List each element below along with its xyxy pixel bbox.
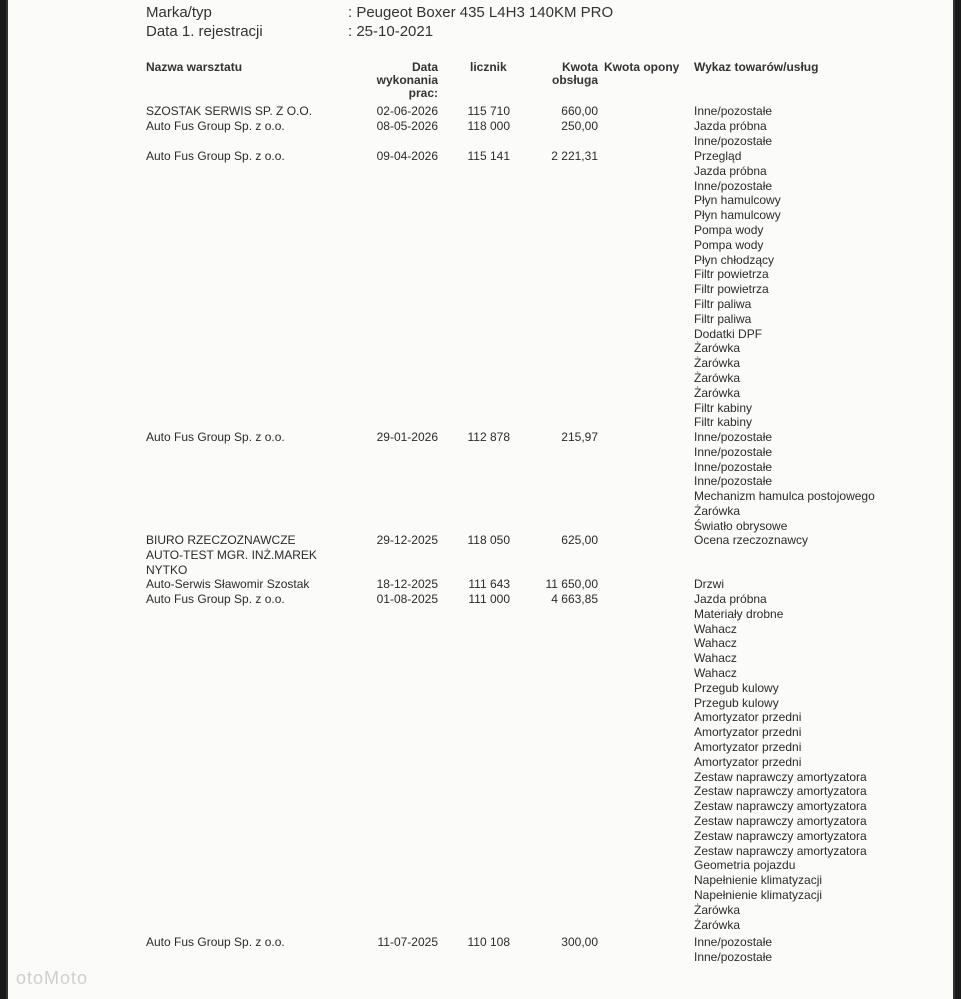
service-item: Żarówka — [694, 356, 741, 371]
service-item: Jazda próbna — [694, 119, 767, 133]
service-item: Inne/pozostałe — [694, 444, 773, 459]
record-mileage: 115 710 — [467, 104, 510, 118]
col-amount-line2: obsługa — [551, 73, 598, 87]
record-amount: 4 663,85 — [551, 592, 598, 606]
service-item: Inne/pozostałe — [694, 474, 773, 489]
service-item: Światło obrysowe — [694, 518, 788, 533]
record-workshop — [146, 149, 285, 164]
service-item: Żarówka — [694, 917, 741, 932]
service-item: Przegub kulowy — [694, 695, 779, 710]
record-workshop — [146, 430, 285, 445]
record-workshop — [146, 577, 309, 592]
service-item: Wahacz — [694, 665, 737, 680]
service-item: Filtr powietrza — [694, 282, 769, 297]
record-mileage: 112 878 — [467, 430, 510, 444]
service-item: Jazda próbna — [694, 163, 767, 178]
service-item: Jazda próbna — [694, 592, 767, 606]
service-item: Przegub kulowy — [694, 680, 779, 695]
make-label: Marka/typ — [146, 4, 212, 21]
record-items — [694, 119, 772, 149]
col-date-line3: prac: — [408, 86, 438, 100]
service-item: Mechanizm hamulca postojowego — [694, 489, 875, 504]
record-items — [694, 592, 867, 932]
record-amount: 300,00 — [561, 935, 598, 949]
service-item: Żarówka — [694, 503, 741, 518]
record-mileage: 111 643 — [468, 577, 510, 591]
service-item: Filtr paliwa — [694, 311, 752, 326]
record-workshop — [146, 119, 285, 134]
service-item: Przegląd — [694, 149, 742, 163]
record-date: 02-06-2026 — [376, 104, 438, 118]
watermark-logo: otoMoto — [16, 968, 89, 988]
col-amount-line1: Kwota — [562, 60, 598, 74]
record-items — [694, 533, 808, 548]
make-value: : Peugeot Boxer 435 L4H3 140KM PRO — [348, 4, 614, 21]
document-page — [6, 0, 955, 999]
col-mileage: licznik — [470, 60, 507, 74]
record-date: 29-12-2025 — [376, 533, 438, 547]
service-item: Płyn hamulcowy — [694, 193, 781, 208]
record-amount: 11 650,00 — [545, 577, 598, 591]
col-tires: Kwota opony — [604, 60, 680, 74]
service-item: Filtr powietrza — [694, 267, 769, 282]
service-item: Napełnienie klimatyzacji — [694, 873, 823, 888]
service-item: Filtr kabiny — [694, 415, 753, 430]
service-item: Zestaw naprawczy amortyzatora — [694, 813, 867, 828]
record-workshop-line: NYTKO — [146, 562, 188, 577]
record-workshop-line: Auto-Serwis Sławomir Szostak — [146, 577, 310, 591]
service-item: Napełnienie klimatyzacji — [694, 887, 823, 902]
service-item: Żarówka — [694, 902, 741, 917]
record-items — [694, 577, 724, 592]
service-item: Pompa wody — [694, 222, 764, 237]
record-date: 29-01-2026 — [376, 430, 438, 444]
service-item: Zestaw naprawczy amortyzatora — [694, 784, 867, 799]
record-workshop-line: BIURO RZECZOZNAWCZE — [146, 533, 296, 547]
service-item: Wahacz — [694, 636, 737, 651]
record-amount: 250,00 — [561, 119, 598, 133]
record-workshop-line: Auto Fus Group Sp. z o.o. — [146, 149, 285, 163]
service-item: Inne/pozostałe — [694, 178, 773, 193]
service-item: Materiały drobne — [694, 606, 784, 621]
record-items — [694, 104, 772, 119]
record-amount: 660,00 — [561, 104, 598, 118]
record-workshop-line: Auto Fus Group Sp. z o.o. — [146, 592, 285, 606]
service-item: Inne/pozostałe — [694, 949, 773, 964]
service-item: Inne/pozostałe — [694, 459, 773, 474]
service-item: Żarówka — [694, 341, 741, 356]
service-item: Drzwi — [694, 577, 724, 591]
service-item: Zestaw naprawczy amortyzatora — [694, 769, 867, 784]
record-items — [694, 935, 772, 965]
record-items — [694, 149, 781, 430]
record-mileage: 110 108 — [467, 935, 510, 949]
record-workshop-line: Auto Fus Group Sp. z o.o. — [146, 119, 285, 133]
record-amount: 2 221,31 — [551, 149, 598, 163]
service-item: Inne/pozostałe — [694, 104, 773, 118]
record-workshop-line: Auto Fus Group Sp. z o.o. — [146, 430, 285, 444]
record-mileage: 118 050 — [467, 533, 510, 547]
record-items — [694, 430, 875, 534]
record-workshop — [146, 104, 312, 119]
col-workshop: Nazwa warsztatu — [146, 60, 243, 74]
service-item: Amortyzator przedni — [694, 725, 802, 740]
service-item: Żarówka — [694, 385, 741, 400]
record-amount: 625,00 — [561, 533, 598, 547]
registration-value: : 25-10-2021 — [348, 23, 434, 40]
record-mileage: 111 000 — [468, 592, 510, 606]
record-workshop-line: Auto Fus Group Sp. z o.o. — [146, 935, 285, 949]
service-item: Wahacz — [694, 621, 737, 636]
record-workshop — [146, 533, 317, 577]
record-workshop — [146, 935, 285, 950]
service-item: Wahacz — [694, 651, 737, 666]
record-amount: 215,97 — [561, 430, 598, 444]
col-services: Wykaz towarów/usług — [694, 60, 819, 74]
record-date: 08-05-2026 — [376, 119, 438, 133]
service-item: Inne/pozostałe — [694, 935, 773, 949]
service-item: Pompa wody — [694, 237, 764, 252]
col-amount — [528, 61, 598, 87]
record-date: 18-12-2025 — [376, 577, 438, 591]
record-mileage: 115 141 — [467, 149, 510, 163]
record-date: 01-08-2025 — [376, 592, 438, 606]
record-date: 11-07-2025 — [377, 935, 438, 949]
service-item: Amortyzator przedni — [694, 754, 802, 769]
record-mileage: 118 000 — [467, 119, 510, 133]
service-item: Amortyzator przedni — [694, 739, 802, 754]
record-workshop — [146, 592, 285, 607]
service-item: Amortyzator przedni — [694, 710, 802, 725]
registration-label: Data 1. rejestracji — [146, 23, 263, 40]
service-item: Zestaw naprawczy amortyzatora — [694, 799, 867, 814]
service-item: Zestaw naprawczy amortyzatora — [694, 843, 867, 858]
service-item: Płyn chłodzący — [694, 252, 775, 267]
service-item: Inne/pozostałe — [694, 430, 773, 444]
service-item: Geometria pojazdu — [694, 858, 796, 873]
service-item: Płyn hamulcowy — [694, 208, 781, 223]
service-item: Filtr paliwa — [694, 296, 752, 311]
record-date: 09-04-2026 — [376, 149, 438, 163]
record-workshop-line: SZOSTAK SERWIS SP. Z O.O. — [146, 104, 313, 118]
service-item: Ocena rzeczoznawcy — [694, 533, 809, 547]
service-item: Inne/pozostałe — [694, 133, 773, 148]
service-item: Zestaw naprawczy amortyzatora — [694, 828, 867, 843]
col-date-line2: wykonania — [376, 73, 438, 87]
service-item: Filtr kabiny — [694, 400, 753, 415]
service-item: Żarówka — [694, 370, 741, 385]
col-date-line1: Data — [411, 60, 438, 74]
record-workshop-line: AUTO-TEST MGR. INŻ.MAREK — [146, 547, 317, 562]
service-item: Dodatki DPF — [694, 326, 763, 341]
col-date — [338, 61, 438, 100]
